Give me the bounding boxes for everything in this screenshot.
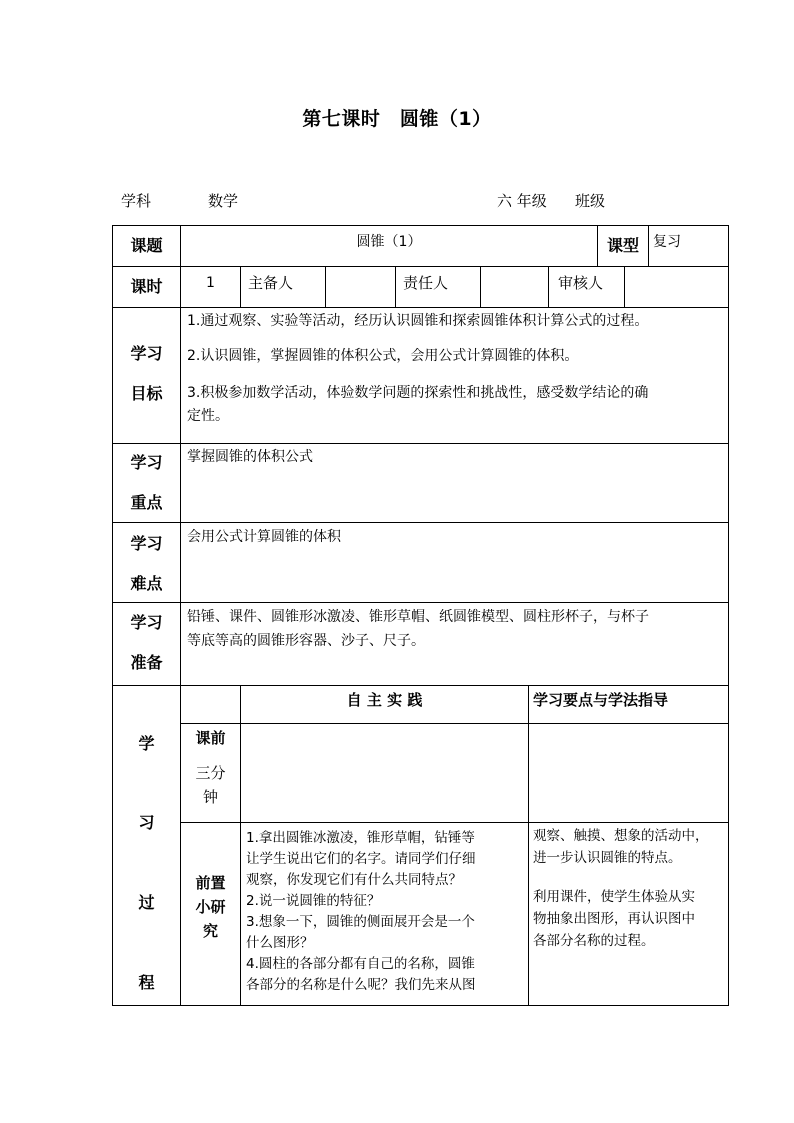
difficulties-label-top: 学习 <box>130 534 163 553</box>
responsible-label: 责任人 <box>403 274 449 292</box>
guidance-line: 进一步认识圆锥的特点。 <box>533 850 682 866</box>
practice-line: 2.说一说圆锥的特征？ <box>246 893 381 909</box>
difficulties-label-bottom: 难点 <box>130 574 163 593</box>
practice-column-header: 自 主 实 践 <box>346 691 423 709</box>
class-label: 班级 <box>575 192 606 210</box>
process-label-char: 程 <box>138 973 155 992</box>
page-title: 第七课时 圆锥（1） <box>302 108 492 130</box>
period-label: 课时 <box>130 277 163 296</box>
reviewer-label: 审核人 <box>558 274 604 292</box>
pre-study-label: 前置 <box>195 874 226 892</box>
process-label-char: 过 <box>138 893 155 912</box>
guidance-line: 各部分名称的过程。 <box>533 933 655 949</box>
lesson-type-label: 课型 <box>606 236 639 255</box>
key-points-value: 掌握圆锥的体积公式 <box>187 449 313 465</box>
guidance-column-header: 学习要点与学法指导 <box>533 691 669 709</box>
guidance-line: 观察、触摸、想象的活动中， <box>533 828 709 844</box>
topic-label: 课题 <box>130 236 163 255</box>
process-label-char: 学 <box>138 734 155 753</box>
preparer-label: 主备人 <box>248 274 294 292</box>
pre-class-label: 三分 <box>195 764 226 782</box>
pre-study-label: 小研 <box>195 898 226 916</box>
practice-line: 什么图形？ <box>246 935 314 951</box>
goal-item: 2.认识圆锥，掌握圆锥的体积公式，会用公式计算圆锥的体积。 <box>187 348 579 364</box>
grade-value: 六 年级 <box>497 192 547 210</box>
practice-line: 各部分的名称是什么呢？我们先来从图 <box>246 977 476 993</box>
guidance-line: 物抽象出图形，再认识图中 <box>533 911 695 927</box>
practice-line: 观察，你发现它们有什么共同特点？ <box>246 872 462 888</box>
difficulties-value: 会用公式计算圆锥的体积 <box>187 529 341 545</box>
practice-line: 让学生说出它们的名字。请同学们仔细 <box>246 851 476 867</box>
goal-item: 定性。 <box>187 408 229 424</box>
preparation-line: 等底等高的圆锥形容器、沙子、尺子。 <box>187 633 425 649</box>
preparation-label-top: 学习 <box>130 613 163 632</box>
topic-value: 圆锥（1） <box>356 234 422 250</box>
goals-label-bottom: 目标 <box>130 384 163 403</box>
practice-line: 1.拿出圆锥冰激凌，锥形草帽，钻锤等 <box>246 830 475 846</box>
pre-study-label: 究 <box>202 922 218 940</box>
goal-item: 3.积极参加数学活动，体验数学问题的探索性和挑战性，感受数学结论的确 <box>187 385 649 401</box>
goal-item: 1.通过观察、实验等活动，经历认识圆锥和探索圆锥体积计算公式的过程。 <box>187 313 649 329</box>
lesson-type-value: 复习 <box>653 234 681 250</box>
key-points-label-bottom: 重点 <box>130 493 163 512</box>
preparation-label-bottom: 准备 <box>130 653 163 672</box>
key-points-label-top: 学习 <box>130 453 163 472</box>
pre-class-label: 课前 <box>195 729 226 747</box>
subject-label: 学科 <box>121 192 152 210</box>
practice-line: 3.想象一下，圆锥的侧面展开会是一个 <box>246 914 475 930</box>
period-value: 1 <box>206 275 215 291</box>
pre-class-label: 钟 <box>202 788 218 806</box>
process-label-char: 习 <box>138 813 155 832</box>
practice-line: 4.圆柱的各部分都有自己的名称，圆锥 <box>246 956 475 972</box>
subject-value: 数学 <box>208 192 239 210</box>
preparation-line: 铅锤、课件、圆锥形冰激凌、锥形草帽、纸圆锥模型、圆柱形杯子，与杯子 <box>187 609 649 625</box>
goals-label-top: 学习 <box>130 344 163 363</box>
guidance-line: 利用课件，使学生体验从实 <box>533 889 695 905</box>
